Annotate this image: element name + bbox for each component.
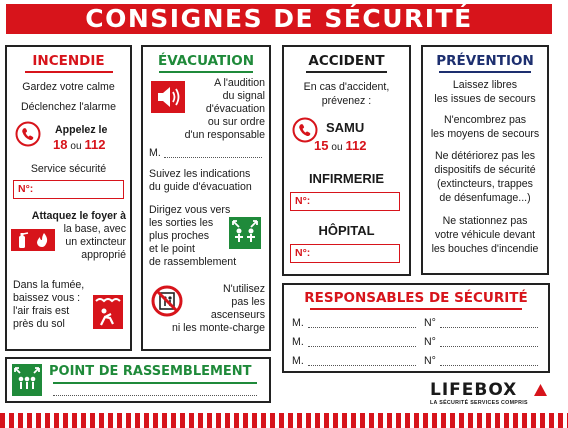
p4-line2: votre véhicule devant: [434, 229, 536, 241]
prevention-title-underline: [439, 71, 531, 73]
attack-line2: la base, avec: [63, 223, 126, 235]
evacuation-panel: [141, 45, 271, 351]
responsable-3-n: N°: [424, 355, 436, 367]
responsable-name-field[interactable]: [164, 157, 262, 158]
attack-line1: Attaquez le foyer à: [31, 210, 126, 222]
p1-line1: Laissez libres: [452, 79, 518, 91]
p3-line2: dispositifs de sécurité: [434, 164, 536, 176]
signal-line1: A l'audition: [214, 77, 265, 89]
smoke-line3: l'air frais est: [13, 305, 70, 317]
incendie-line1: Gardez votre calme: [22, 81, 115, 93]
infirmerie-label: INFIRMERIE: [308, 171, 385, 186]
responsable-1-n: N°: [424, 317, 436, 329]
accident-intro-line2: prévenez :: [321, 95, 372, 107]
exits-line5: de rassemblement: [149, 256, 237, 268]
exit-arrows-icon: [229, 217, 261, 249]
accident-title-underline: [306, 71, 387, 73]
follow-line2: du guide d'évacuation: [149, 181, 252, 193]
attack-line3: un extincteur: [65, 236, 126, 248]
header-banner: [6, 4, 552, 34]
service-securite-number-field[interactable]: [13, 180, 124, 199]
p3-line1: Ne détériorez pas les: [434, 150, 536, 162]
hopital-number-label: N°:: [295, 247, 311, 259]
samu-num2: 112: [345, 138, 367, 153]
p4-line3: les bouches d'incendie: [431, 243, 539, 255]
p3-line3: (extincteurs, trappes: [437, 178, 533, 190]
responsable-2-name-field[interactable]: [308, 346, 416, 347]
smoke-line2: baissez vous :: [13, 292, 81, 304]
signal-line4: ou sur ordre: [207, 116, 265, 128]
rassemblement-location-field[interactable]: [53, 395, 257, 396]
fire-extinguisher-icon: [11, 229, 55, 251]
p1-line2: les issues de secours: [434, 93, 536, 105]
p2-line2: les moyens de secours: [430, 128, 540, 140]
p3-line4: de désenfumage...): [439, 192, 531, 204]
no-lift-line3: ascenseurs: [210, 309, 265, 321]
exits-line4: et le point: [149, 243, 195, 255]
responsables-title: RESPONSABLES DE SÉCURITÉ: [304, 290, 528, 306]
p4-line1: Ne stationnez pas: [442, 215, 528, 227]
accident-panel: [282, 45, 411, 276]
hopital-number-field[interactable]: [290, 244, 400, 263]
responsable-m-label: M.: [149, 147, 161, 159]
smoke-line4: près du sol: [13, 318, 65, 330]
samu-numbers: [314, 139, 404, 154]
signal-line3: d'évacuation: [205, 103, 265, 115]
incendie-title: INCENDIE: [32, 53, 105, 69]
hopital-label: HÔPITAL: [318, 223, 375, 238]
exits-line3: plus proches: [149, 230, 210, 242]
samu-ou: ou: [331, 142, 343, 153]
responsable-3-name-field[interactable]: [308, 365, 416, 366]
incendie-num1: 18: [53, 137, 68, 152]
responsable-1-name-field[interactable]: [308, 327, 416, 328]
infirmerie-number-label: N°:: [295, 195, 311, 207]
assembly-point-icon: [12, 364, 42, 396]
brand-logo: [430, 381, 548, 409]
prevention-title: PRÉVENTION: [436, 53, 534, 69]
phone-icon: [15, 121, 41, 147]
exits-line2: les sorties les: [149, 217, 214, 229]
responsable-3-number-field[interactable]: [440, 365, 538, 366]
page-title: CONSIGNES DE SÉCURITÉ: [85, 4, 473, 33]
brand-triangle-icon: [534, 384, 547, 396]
infirmerie-number-field[interactable]: [290, 192, 400, 211]
responsables-title-underline: [310, 308, 522, 310]
responsable-2-m: M.: [292, 336, 304, 348]
brand-tagline: LA SÉCURITÉ SERVICES COMPRIS: [430, 400, 528, 406]
rassemblement-panel: [5, 357, 271, 403]
responsable-1-number-field[interactable]: [440, 327, 538, 328]
no-lift-line1: N'utilisez: [222, 283, 265, 295]
signal-line5: d'un responsable: [184, 129, 265, 141]
incendie-call-label: Appelez le: [55, 124, 108, 136]
service-securite-label: Service sécurité: [30, 163, 107, 175]
accident-title: ACCIDENT: [308, 53, 385, 69]
incendie-emergency-numbers: [53, 138, 133, 153]
attack-line4: approprié: [81, 249, 126, 261]
p2-line1: N'encombrez pas: [443, 114, 527, 126]
rassemblement-title: POINT DE RASSEMBLEMENT: [49, 364, 252, 379]
samu-num1: 15: [314, 138, 329, 153]
smoke-escape-icon: [93, 295, 123, 329]
responsable-3-m: M.: [292, 355, 304, 367]
evacuation-title-underline: [159, 71, 253, 73]
bottom-stripes: [0, 413, 568, 428]
brand-name: LIFEBOX: [430, 380, 518, 400]
no-lift-line4: ni les monte-charge: [171, 322, 265, 334]
no-lift-line2: pas les: [231, 296, 265, 308]
smoke-line1: Dans la fumée,: [13, 279, 85, 291]
responsables-panel: [282, 283, 550, 373]
samu-label: SAMU: [326, 120, 365, 135]
evacuation-title: ÉVACUATION: [157, 53, 255, 69]
incendie-num2: 112: [84, 137, 106, 152]
signal-line2: du signal: [222, 90, 265, 102]
incendie-panel: [5, 45, 132, 351]
responsable-2-number-field[interactable]: [440, 346, 538, 347]
follow-line1: Suivez les indications: [149, 168, 251, 180]
prevention-panel: [421, 45, 549, 275]
incendie-line2: Déclenchez l'alarme: [20, 101, 117, 113]
accident-intro-line1: En cas d'accident,: [303, 81, 390, 93]
rassemblement-title-underline: [53, 382, 257, 384]
incendie-title-underline: [25, 71, 113, 73]
responsable-1-m: M.: [292, 317, 304, 329]
service-securite-number-label: N°:: [18, 183, 34, 195]
responsable-2-n: N°: [424, 336, 436, 348]
incendie-ou: ou: [70, 141, 82, 152]
exits-line1: Dirigez vous vers: [149, 204, 231, 216]
